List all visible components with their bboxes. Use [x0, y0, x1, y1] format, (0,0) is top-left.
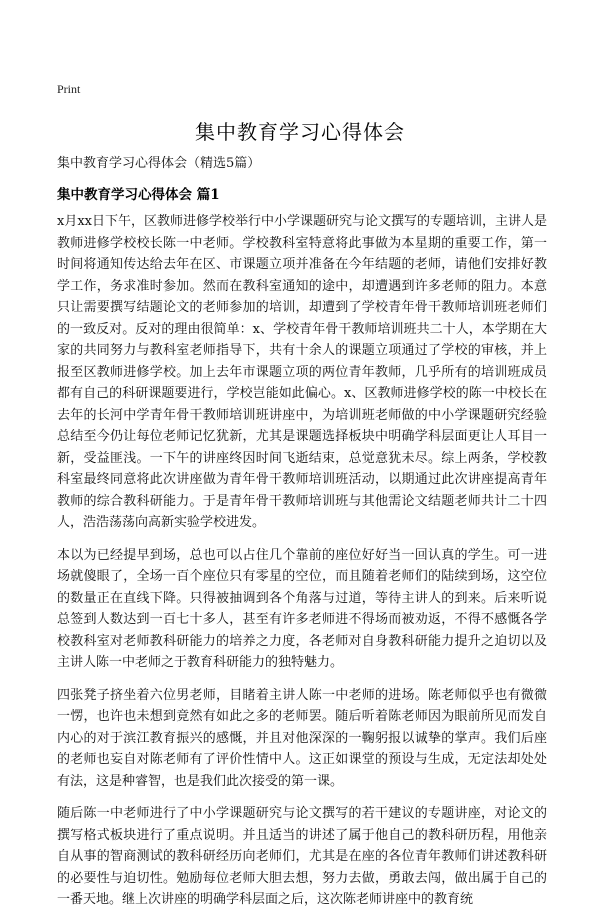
print-label: Print — [57, 82, 81, 96]
body-text — [57, 211, 547, 922]
section-heading: 集中教育学习心得体会 篇1 — [57, 187, 220, 203]
paragraph-3: 四张凳子挤坐着六位男老师，目睹着主讲人陈一中老师的进场。陈老师似乎也有微微一愣，也许也未想到竟然有如此之多的老师罢。随后听着陈老师因为眼前所见而发自内心的对于滨江教育振兴的感慨，并且对他深深的一鞠躬报以诚挚的掌声。我们后座的老师也妄自对陈老师有了评价性情中人。这正如课堂的预设与生成，无定法却处处有法，这是种睿智，也是我们此次接受的第一课。 — [57, 687, 547, 789]
paragraph-2: 本以为已经提早到场，总也可以占住几个靠前的座位好好当一回认真的学生。可一进场就傻眼了，全场一百个座位只有零星的空位，而且随着老师们的陆续到场，这空位的数量正在直线下降。只得被抽调到各个角落与过道，等待主讲人的到来。后来听说总签到人数达到一百七十多人，甚至有许多老师进不得场而被劝返，不得不感慨各学校教科室对老师教科研能力的培养之力度，各老师对自身教科研能力提升之迫切以及主讲人陈一中老师之于教育科研能力的独特魅力。 — [57, 547, 547, 670]
paragraph-1: x月xx日下午，区教师进修学校举行中小学课题研究与论文撰写的专题培训，主讲人是教师进修学校校长陈一中老师。学校教科室特意将此事做为本星期的重要工作，第一时间将通知传达给去年在区、市课题立项并准备在今年结题的老师，请他们安排好教学工作，务求准时参加。然而在教科室通知的途中，却遭遇到许多老师的阻力。本意只让需要撰写结题论文的老师参加的培训，却遭到了学校青年骨干教师培训班老师们的一致反对。反对的理由很简单：x、学校青年骨干教师培训班共二十人，本学期在大家的共同努力与教科室老师指导下，共有十余人的课题立项通过了学校的审核，并上报至区教师进修学校。加上去年市课题立项的两位青年教师，几乎所有的培训班成员都有自己的科研课题要进行，学校岂能如此偏心。x、区教师进修学校的陈一中校长在去年的长河中学青年骨干教师培训班讲座中，为培训班老师做的中小学课题研究经验总结至今仍让每位老师记忆犹新，尤其是课题选择板块中明确学科层面更让人耳目一新，受益匪浅。一下午的讲座终因时间飞逝结束，总觉意犹未尽。综上两条，学校教科室最终同意将此次讲座做为青年骨干教师培训班活动，以期通过此次讲座提高青年教师的综合教科研能力。于是青年骨干教师培训班与其他需论文结题老师共计二十四人，浩浩荡荡向高新实验学校进发。 — [57, 214, 547, 530]
document-subtitle: 集中教育学习心得体会（精选5篇） — [57, 156, 261, 171]
paragraph-4: 随后陈一中老师进行了中小学课题研究与论文撰写的若干建议的专题讲座，对论文的撰写格式板块进行了重点说明。并且适当的讲述了属于他自己的教科研历程，用他亲自从事的智商测试的教科研经历向老师们，尤其是在座的各位青年教师们讲述教科研的必要性与迫切性。勉励每位老师大胆去想，努力去做，勇敢去闯，做出属于自己的一番天地。继上次讲座的明确学科层面之后，这次陈老师讲座中的教育统 — [57, 806, 547, 907]
page-title: 集中教育学习心得体会 — [195, 120, 405, 144]
